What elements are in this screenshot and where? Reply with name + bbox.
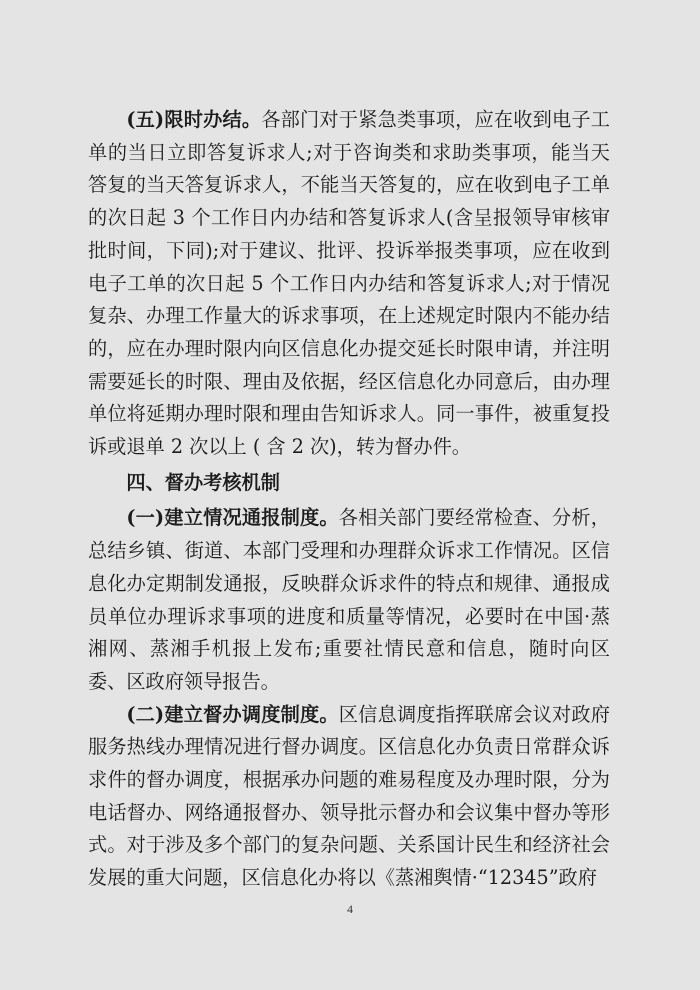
document-body <box>88 104 610 895</box>
page-number: 4 <box>347 902 353 916</box>
paragraph-lead: (五)限时办结。 <box>126 108 262 131</box>
paragraph-text: 各相关部门要经常检查、分析，总结乡镇、街道、本部门受理和办理群众诉求工作情况。区信息化办定期制发通报，反映群众诉求件的特点和规律、通报成员单位办理诉求事项的进度和质量等情况，必要时在中国·蒸湘网、蒸湘手机报上发布;重要社情民意和信息，随时向区委、区政府领导报告。 <box>88 506 610 693</box>
paragraph-supervision-system <box>88 699 610 895</box>
paragraph-report-system <box>88 502 610 698</box>
paragraph-lead: (一)建立情况通报制度。 <box>126 506 339 530</box>
paragraph-time-limit <box>88 104 610 464</box>
section-heading: 四、督办考核机制 <box>126 470 280 494</box>
paragraph-lead: (二)建立督办调度制度。 <box>126 702 339 726</box>
paragraph-text: 各部门对于紧急类事项，应在收到电子工单的当日立即答复诉求人;对于咨询类和求助类事项，能当天答复的当天答复诉求人，不能当天答复的，应在收到电子工单的次日起 3 个工作日内办结和答复诉求人(含呈报领导审核审批时间，下同);对于建议、批评、投诉举报类事项，应在收到电子工单的次日起 5 个工作日内办结和答复诉求人;对于情况复杂、办理工作量大的诉求事项，在上述规定时限内不能办结的，应在办理时限内向区信息化办提交延长时限申请，并注明需要延长的时限、理由及依据，经区信息化办同意后，由办理单位将延期办理时限和理由告知诉求人。同一事件，被重复投诉或退单 2 次以上 ( 含 2 次)，转为督办件。 <box>88 108 610 459</box>
paragraph-text: 区信息调度指挥联席会议对政府服务热线办理情况进行督办调度。区信息化办负责日常群众诉求件的督办调度，根据承办问题的难易程度及办理时限，分为电话督办、网络通报督办、领导批示督办和会议集中督办等形式。对于涉及多个部门的复杂问题、关系国计民生和经济社会发展的重大问题，区信息化办将以《蒸湘舆情·“12345”政府 <box>88 702 610 890</box>
